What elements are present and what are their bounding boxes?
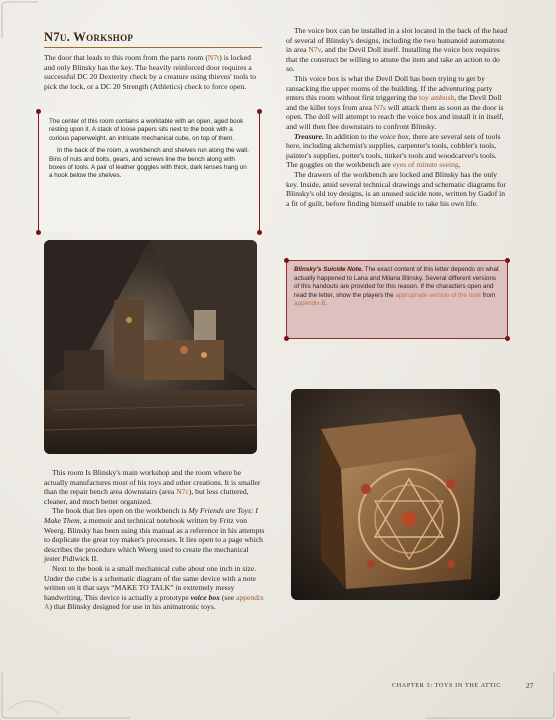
book-text-b: a memoir and technical notebook written by Fritz von Weerg. Blinsky has been using this manual as a reference in his attempts to duplicate the great toy maker's processes. It lies open to a page which describes the procedure which Weerg used to create the mechanical jester Pidlwick II.: [44, 515, 265, 564]
right-column: [286, 26, 510, 208]
pin-icon: [284, 258, 289, 263]
intro-paragraph: [44, 53, 262, 91]
link-appendix-b[interactable]: appendix B: [294, 300, 326, 308]
pin-icon: [36, 109, 41, 114]
cube-text-b: (see: [219, 592, 236, 602]
chapter-footer: CHAPTER 3: TOYS IN THE ATTIC: [392, 682, 502, 689]
intro-text-1: The door that leads to this room from the parts room (: [44, 53, 208, 62]
tr-text-a: In addition to the: [323, 131, 380, 141]
read-aloud-box: [38, 112, 260, 232]
workshop-text-end: ), but less cluttered, cleaner, and much better organized.: [44, 487, 249, 506]
read-aloud-paragraph-1: The center of this room contains a worktable with an open, aged book resting upon it. A stack of loose papers sits next to the book with a curious paperweight, an intricate mechanical cube, on top of them.: [49, 118, 244, 142]
note-text-c: .: [325, 300, 328, 308]
read-aloud-paragraph-2: In the back of the room, a workbench and shelves run along the wall. Bins of nuts and bolts, gears, and screws line the bench along with boxes of tools. A pair of leather goggles with thick, dark lenses hang on a hook below the shelves.: [49, 147, 249, 180]
link-n7v[interactable]: N7v: [308, 45, 321, 55]
dd-text-a: This voice box is what the Devil Doll has been trying to get by ransacking the upper rooms of the building. If the adventuring party enters this room without first triggering the: [286, 73, 493, 103]
treasure-paragraph: [286, 132, 510, 170]
book-text-a: The book that lies open on the workbench is: [52, 506, 189, 516]
link-n7s[interactable]: N7s: [373, 102, 386, 112]
cube-text-a: Next to the book is a small mechanical cube about one inch in size. Under the cube is a schematic diagram of the same device with a note written on it that says “MAKE TO TALK” in extremely messy handwriting. This device is actually a prototype: [44, 563, 257, 602]
note-text-a: The exact content of this letter depends on what actually happened to Lana and Milana Blinsky. Several different versions of this handouts are provided for this reason. If the characters open and read the letter, show the players the: [294, 266, 499, 299]
left-column-top: [44, 30, 262, 91]
voice-box-term: voice box: [190, 592, 220, 602]
link-eyes-of-minute-seeing[interactable]: eyes of minute seeing: [392, 160, 459, 170]
note-text-b: from: [480, 291, 496, 299]
devil-doll-paragraph: [286, 74, 510, 132]
drawers-paragraph: The drawers of the workbench are locked and Blinsky has the only key. Inside, amid several technical drawings and schematic diagrams for Blinsky's old toy designs, is an unused suicide note, written by Gadof in a fit of guilt, before finding himself unable to take his own life.: [286, 169, 506, 208]
link-n7t[interactable]: N7t: [207, 53, 220, 62]
pin-icon: [36, 230, 41, 235]
pin-icon: [284, 336, 289, 341]
book-paragraph: [44, 506, 266, 564]
dd-text-b: , the Devil Doll and the killer toys from area: [286, 93, 502, 112]
link-toy-ambush[interactable]: toy ambush: [419, 93, 455, 103]
intro-text-2: ) is locked and only Blinsky has the key. The heavily reinforced door requires a successful DC 20 Dexterity check by a creature using thieves' tools to pick the lock, or a DC 20 Strength (Athletics) check to force open.: [44, 53, 257, 91]
heading-rule: [44, 47, 262, 48]
book-title: My Friends are Toys: I Make Them,: [44, 506, 258, 525]
vb-text-b: , and the Devil Doll itself. Installing the voice box requires that the construct be willing to attune the item and take an action to do so.: [286, 45, 500, 74]
vb-text-a: The voice box can be installed in a slot located in the back of the head of several of Blinsky's designs, including the two humanoid automatons in area: [286, 26, 508, 55]
suicide-note-sidebar: [286, 260, 508, 339]
voice-box-paragraph: [286, 26, 510, 74]
pin-icon: [257, 109, 262, 114]
link-appropriate-version[interactable]: appropriate version of the note: [395, 291, 481, 299]
dd-text-c: will attack them as soon as the door is open. The doll will attempt to reach the voice box and install it in itself, and will then flee downstairs to confront Blinsky.: [286, 102, 504, 131]
cube-paragraph: [44, 564, 266, 612]
tr-text-b: , there are several sets of tools here, including alchemist's supplies, carpenter's tools, cobbler's tools, painter's supplies, potter's tools, tinker's tools and woodcarver's tools. The goggles on the workbench are: [286, 131, 501, 170]
cube-text-c: ) that Blinsky designed for use in his animatronic toys.: [49, 602, 216, 612]
tr-voice-box: voice box: [379, 131, 409, 141]
pin-icon: [505, 336, 510, 341]
page-number: 27: [526, 681, 534, 690]
workshop-paragraph: [44, 468, 266, 506]
note-title: Blinsky's Suicide Note.: [294, 266, 364, 273]
link-n7c[interactable]: N7c: [176, 487, 189, 497]
corner-ornament-top-left: [0, 0, 40, 40]
pin-icon: [505, 258, 510, 263]
mechanical-cube-illustration: [291, 389, 500, 600]
treasure-title: Treasure.: [294, 131, 324, 141]
pin-icon: [257, 230, 262, 235]
left-column-lower: [44, 468, 266, 612]
section-heading: N7u. Workshop: [44, 30, 134, 44]
workshop-illustration: [44, 240, 257, 454]
corner-ornament-bottom-left: [0, 670, 140, 720]
corner-ornament-bottom-right: [416, 670, 556, 720]
link-appendix-a[interactable]: appendix A: [44, 592, 264, 612]
note-text: [294, 266, 500, 309]
workshop-text: This room Is Blinsky's main workshop and the room where he actually manufactures most of his toys and other creations. It is smaller than the repair bench area downstairs (area: [44, 468, 261, 497]
tr-text-c: .: [458, 160, 461, 170]
